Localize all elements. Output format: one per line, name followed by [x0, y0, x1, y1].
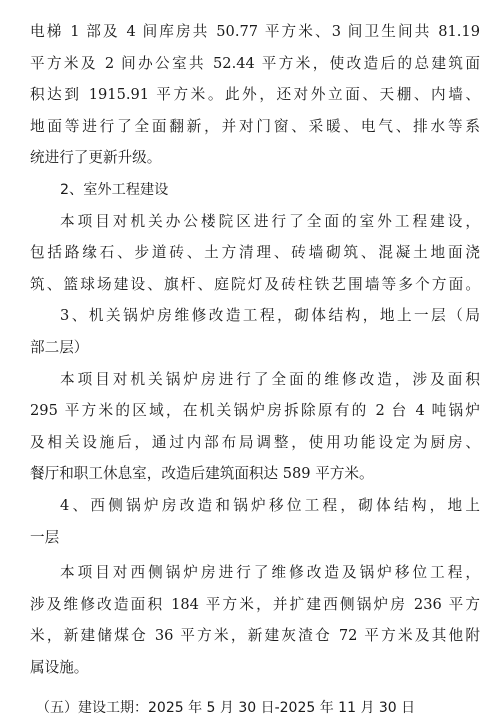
text-line: 295 平方米的区域，在机关锅炉房拆除原有的 2 台 4 吨锅炉	[30, 402, 480, 420]
text-line: 一层	[30, 528, 60, 546]
text-line: 地面等进行了全面翻新，并对门窗、采暖、电气、排水等系	[30, 117, 480, 135]
section-heading: 2、室外工程建设	[60, 182, 169, 198]
text-line: 统进行了更新升级。	[30, 149, 162, 167]
text-line: 米，新建储煤仓 36 平方米，新建灰渣仓 72 平方米及其他附	[30, 627, 480, 645]
text-line: 包括路缘石、步道砖、土方清理、砖墙砌筑、混凝土地面浇	[30, 244, 480, 262]
section-heading: 4、西侧锅炉房改造和锅炉移位工程，砌体结构，地上	[60, 497, 480, 514]
section-heading: 3、机关锅炉房维修改造工程，砌体结构，地上一层（局	[60, 307, 480, 325]
text-line: 餐厅和职工休息室，改造后建筑面积达 589 平方米。	[30, 465, 374, 483]
text-line: 本项目对机关锅炉房进行了全面的维修改造，涉及面积	[60, 370, 480, 388]
text-line: 电梯 1 部及 4 间库房共 50.77 平方米、3 间卫生间共 81.19	[30, 23, 480, 40]
text-line: 及相关设施后，通过内部布局调整，使用功能设定为厨房、	[30, 433, 480, 451]
text-line: 涉及维修改造面积 184 平方米，并扩建西侧锅炉房 236 平方	[30, 595, 480, 613]
text-line: 本项目对西侧锅炉房进行了维修改造及锅炉移位工程，	[60, 564, 480, 582]
text-line: 筑、篮球场建设、旗杆、庭院灯及砖柱铁艺围墙等多个方面。	[30, 275, 480, 293]
text-line: 本项目对机关办公楼院区进行了全面的室外工程建设，	[60, 212, 480, 230]
text-line: 属设施。	[30, 659, 89, 676]
text-line: 平方米及 2 间办公室共 52.44 平方米，使改造后的总建筑面	[30, 54, 480, 72]
text-line: 积达到 1915.91 平方米。此外，还对外立面、天棚、内墙、	[30, 86, 480, 104]
text-line: 部二层）	[30, 339, 89, 356]
construction-period: （五）建设工期：2025 年 5 月 30 日-2025 年 11 月 30 日	[36, 699, 416, 716]
